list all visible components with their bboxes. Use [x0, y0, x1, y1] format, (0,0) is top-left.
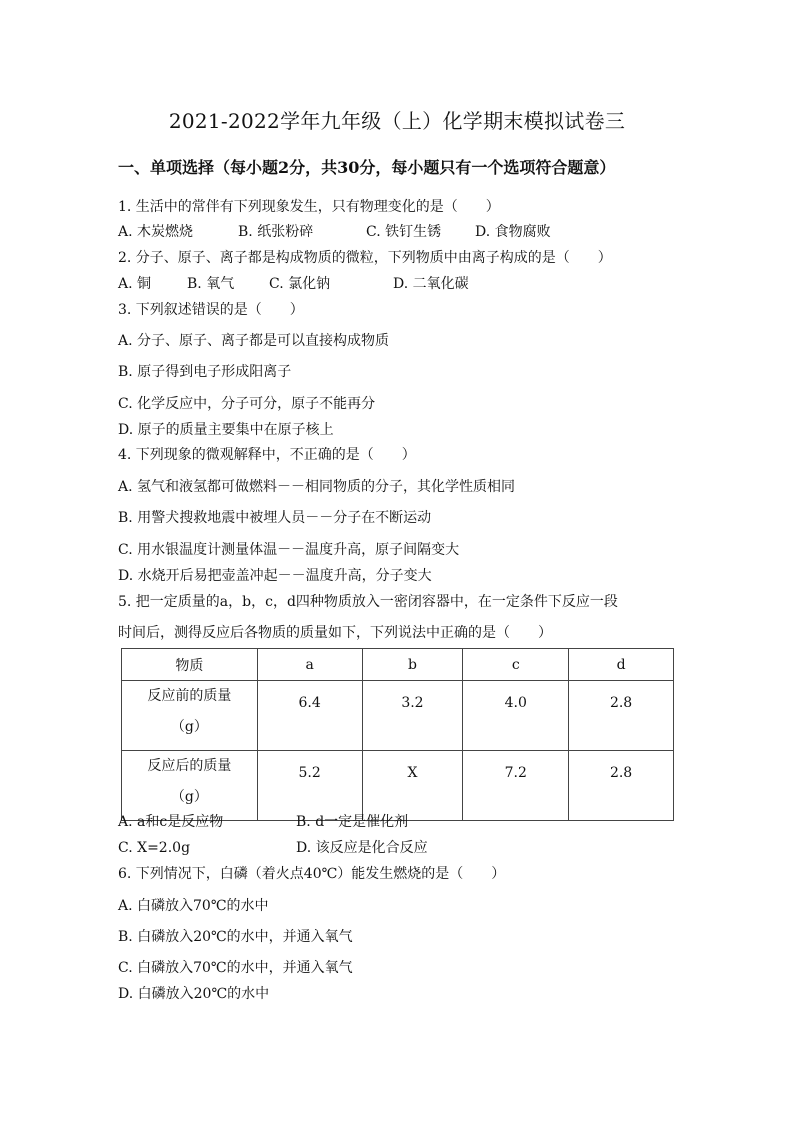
q6-option-c: C. 白磷放入70℃的水中，并通入氧气: [118, 960, 353, 976]
q4-option-b: B. 用警犬搜救地震中被埋人员－－分子在不断运动: [118, 510, 432, 526]
q4-stem: 4. 下列现象的微观解释中，不正确的是（ ）: [118, 447, 416, 463]
table-row-label: [122, 751, 258, 821]
table-cell: 3.2: [362, 681, 463, 751]
q3-stem: 3. 下列叙述错误的是（ ）: [118, 302, 304, 318]
q1-option-b: B. 纸张粉碎: [238, 224, 314, 240]
q2-option-d: D. 二氧化碳: [393, 276, 469, 292]
q3-option-c: C. 化学反应中，分子可分，原子不能再分: [118, 396, 376, 412]
q1-stem: 1. 生活中的常伴有下列现象发生，只有物理变化的是（ ）: [118, 199, 500, 215]
q2-option-c: C. 氯化钠: [269, 276, 331, 292]
q4-option-d: D. 水烧开后易把壶盖冲起－－温度升高，分子变大: [118, 568, 432, 584]
table-header-row: [122, 649, 674, 681]
q3-option-b: B. 原子得到电子形成阳离子: [118, 364, 292, 380]
table-cell: X: [362, 751, 463, 821]
q5-stem-line-1: 5. 把一定质量的a，b，c，d四种物质放入一密闭容器中，在一定条件下反应一段: [118, 594, 618, 610]
q4-option-a: A. 氢气和液氢都可做燃料－－相同物质的分子，其化学性质相同: [118, 479, 516, 495]
q1-option-a: A. 木炭燃烧: [118, 224, 194, 240]
row-label-line-2: （g）: [170, 789, 208, 805]
q6-stem: 6. 下列情况下，白磷（着火点40℃）能发生燃烧的是（ ）: [118, 866, 506, 882]
table-header-cell: d: [569, 649, 674, 681]
q3-option-a: A. 分子、原子、离子都是可以直接构成物质: [118, 333, 390, 349]
table-header-cell: a: [257, 649, 362, 681]
mass-data-table: [121, 648, 674, 821]
q1-option-d: D. 食物腐败: [475, 224, 551, 240]
table-cell: 4.0: [463, 681, 569, 751]
table-cell: 6.4: [257, 681, 362, 751]
table-cell: 2.8: [569, 751, 674, 821]
q5-option-b: B. d一定是催化剂: [296, 814, 409, 830]
table-row: [122, 751, 674, 821]
table-cell: 2.8: [569, 681, 674, 751]
q4-option-c: C. 用水银温度计测量体温－－温度升高，原子间隔变大: [118, 542, 460, 558]
q6-option-a: A. 白磷放入70℃的水中: [118, 898, 269, 914]
q2-option-a: A. 铜: [118, 276, 152, 292]
row-label-line-2: （g）: [170, 719, 208, 735]
q5-option-c: C. X=2.0g: [118, 840, 191, 856]
table-row-label: [122, 681, 258, 751]
q2-option-b: B. 氧气: [187, 276, 235, 292]
table-row: [122, 681, 674, 751]
q6-option-d: D. 白磷放入20℃的水中: [118, 986, 270, 1002]
section-heading: 一、单项选择（每小题2分，共30分，每小题只有一个选项符合题意）: [118, 158, 616, 177]
table-cell: 5.2: [257, 751, 362, 821]
q5-stem-line-2: 时间后，测得反应后各物质的质量如下，下列说法中正确的是（ ）: [118, 625, 552, 641]
q6-option-b: B. 白磷放入20℃的水中，并通入氧气: [118, 929, 353, 945]
q5-option-d: D. 该反应是化合反应: [296, 840, 428, 856]
q3-option-d: D. 原子的质量主要集中在原子核上: [118, 422, 334, 438]
q1-option-c: C. 铁钉生锈: [366, 224, 442, 240]
table-cell: 7.2: [463, 751, 569, 821]
q5-option-a: A. a和c是反应物: [118, 814, 224, 830]
table-header-cell: 物质: [122, 649, 258, 681]
exam-title: 2021-2022学年九年级（上）化学期末模拟试卷三: [168, 109, 626, 133]
row-label-line-1: 反应前的质量: [147, 688, 232, 704]
table-header-cell: b: [362, 649, 463, 681]
table-header-cell: c: [463, 649, 569, 681]
row-label-line-1: 反应后的质量: [147, 758, 232, 774]
q2-stem: 2. 分子、原子、离子都是构成物质的微粒，下列物质中由离子构成的是（ ）: [118, 250, 612, 266]
